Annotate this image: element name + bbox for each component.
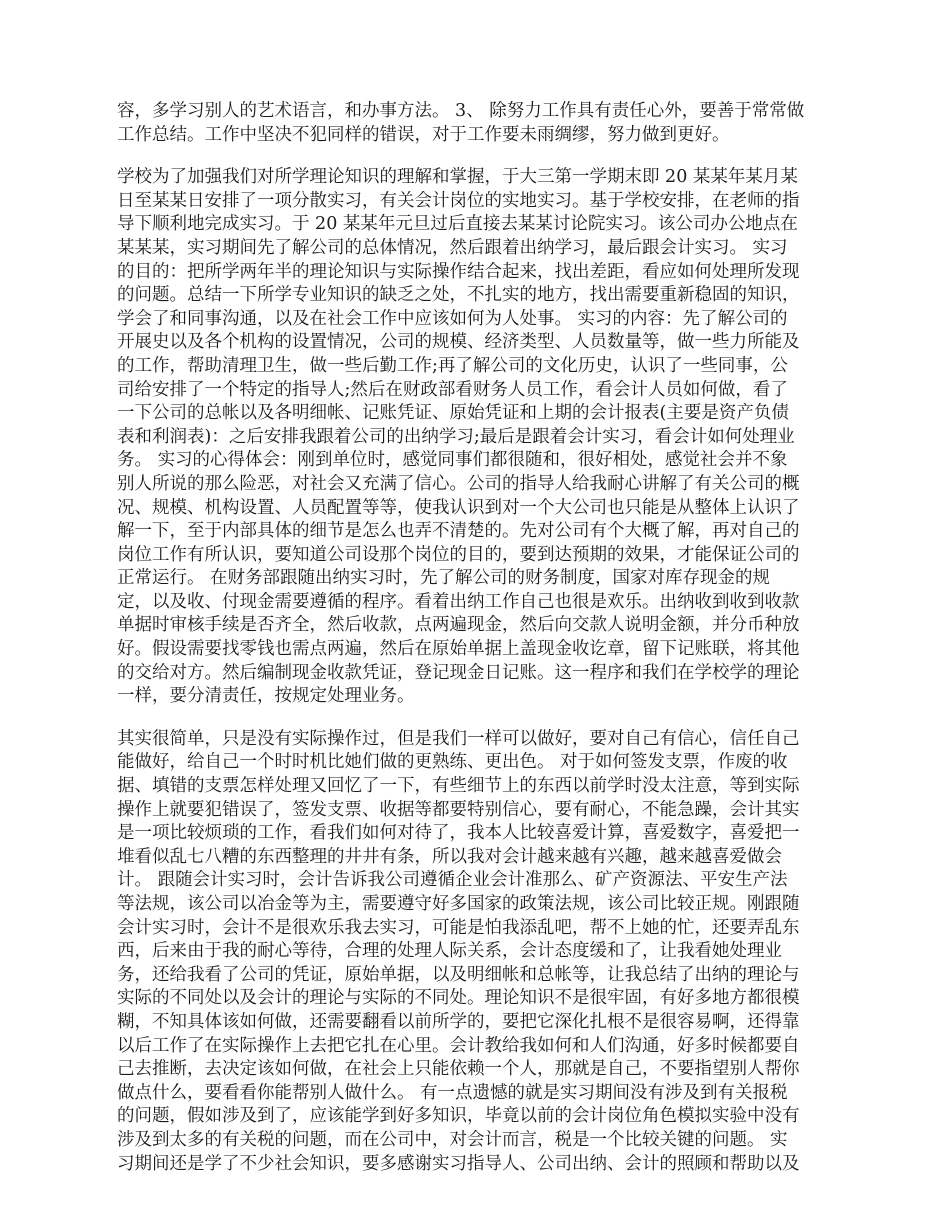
- paragraph-3: [117, 728, 833, 1176]
- text-line: 正常运行。 在财务部跟随出纳实习时，先了解公司的财务制度，国家对库存现金的规: [117, 568, 771, 589]
- text-line: 能做好，给自己一个时时机比她们做的更熟练、更出色。 对于如何签发支票，作废的收: [117, 752, 788, 773]
- text-line: 的目的：把所学两年半的理论知识与实际操作结合起来，找出差距，看应如何处理所发现: [117, 261, 800, 282]
- text-line: 以后工作了在实际操作上去把它扎在心里。会计教给我如何和人们沟通，好多时候都要自: [117, 1035, 800, 1056]
- text-line: 糊，不知具体该如何做，还需要翻看以前所学的，要把它深化扎根不是很容易啊，还得靠: [117, 1011, 800, 1032]
- text-line: 的工作，帮助清理卫生，做一些后勤工作;再了解公司的文化历史，认识了一些同事，公: [117, 355, 788, 376]
- text-line: 好。假设需要找零钱也需点两遍，然后在原始单据上盖现金收讫章，留下记账联，将其他: [117, 639, 800, 660]
- text-line: 学校为了加强我们对所学理论知识的理解和掌握，于大三第一学期末即 20 某某年某月某: [117, 167, 798, 188]
- text-line: 解一下，至于内部具体的细节是怎么也弄不清楚的。先对公司有个大概了解，再对自己的: [117, 521, 800, 542]
- text-line: 导下顺利地完成实习。于 20 某某年元旦过后直接去某某讨论院实习。该公司办公地点在: [117, 214, 798, 235]
- text-line: 实际的不同处以及会计的理论与实际的不同处。理论知识不是很牢固，有好多地方都很模: [117, 988, 800, 1009]
- text-line: 西，后来由于我的耐心等待，合理的处理人际关系，会计态度缓和了，让我看她处理业: [117, 941, 782, 962]
- paragraph-2: [117, 166, 833, 709]
- text-line: 岗位工作有所认识，要知道公司设那个岗位的目的，要到达预期的效果，才能保证公司的: [117, 544, 800, 565]
- text-line: 等法规，该公司以冶金等为主，需要遵守好多国家的政策法规，该公司比较正规。刚跟随: [117, 894, 800, 914]
- text-line: 开展史以及各个机构的设置情况，公司的规模、经济类型、人员数量等，做一些力所能及: [117, 332, 800, 353]
- text-line: 工作总结。工作中坚决不犯同样的错误，对于工作要未雨绸缪，努力做到更好。: [117, 124, 730, 145]
- text-line: 会计实习时，会计不是很欢乐我去实习，可能是怕我添乱吧，帮不上她的忙，还要弄乱东: [117, 917, 800, 938]
- text-line: 的问题。总结一下所学专业知识的缺乏之处，不扎实的地方，找出需要重新稳固的知识，: [117, 285, 800, 306]
- text-line: 表和利润表)：之后安排我跟着公司的出纳学习;最后是跟着会计实习，看会计如何处理业: [117, 426, 795, 447]
- text-line: 计。 跟随会计实习时，会计告诉我公司遵循企业会计准那么、矿产资源法、平安生产法: [117, 870, 788, 891]
- text-line: 习期间还是学了不少社会知识，要多感谢实习指导人、公司出纳、会计的照顾和帮助以及: [117, 1153, 800, 1174]
- paragraph-1: [117, 100, 833, 147]
- text-line: 堆看似乱七八糟的东西整理的井井有条，所以我对会计越来越有兴趣，越来越喜爱做会: [117, 846, 782, 867]
- text-line: 学会了和同事沟通，以及在社会工作中应该如何为人处事。 实习的内容：先了解公司的: [117, 308, 788, 329]
- text-line: 务，还给我看了公司的凭证，原始单据，以及明细帐和总帐等，让我总结了出纳的理论与: [117, 964, 800, 985]
- text-line: 务。 实习的心得体会：刚到单位时，感觉同事们都很随和，很好相处，感觉社会并不象: [117, 450, 788, 471]
- text-line: 一下公司的总帐以及各明细帐、记账凭证、原始凭证和上期的会计报表(主要是资产负债: [117, 403, 789, 424]
- text-line: 的交给对方。然后编制现金收款凭证，登记现金日记账。这一程序和我们在学校学的理论: [117, 662, 800, 683]
- text-line: 是一项比较烦琐的工作，看我们如何对待了，我本人比较喜爱计算，喜爱数字，喜爱把一: [117, 823, 800, 844]
- text-line: 别人所说的那么险恶，对社会又充满了信心。公司的指导人给我耐心讲解了有关公司的概: [117, 473, 800, 494]
- text-line: 一样，要分清责任，按规定处理业务。: [117, 686, 415, 707]
- text-line: 某某某，实习期间先了解公司的总体情况，然后跟着出纳学习，最后跟会计实习。 实习: [117, 237, 788, 258]
- text-line: 的问题，假如涉及到了，应该能学到好多知识，毕竟以前的会计岗位角色模拟实验中没有: [117, 1106, 800, 1127]
- text-line: 日至某某日安排了一项分散实习，有关会计岗位的实地实习。基于学校安排，在老师的指: [117, 190, 800, 211]
- text-line: 况、规模、机构设置、人员配置等等，使我认识到对一个大公司也只能是从整体上认识了: [117, 497, 800, 518]
- document-page: [117, 100, 833, 1176]
- text-line: 定，以及收、付现金需要遵循的程序。看着出纳工作自己也很是欢乐。出纳收到收到收款: [117, 591, 800, 612]
- text-line: 其实很简单，只是没有实际操作过，但是我们一样可以做好，要对自己有信心，信任自己: [117, 728, 800, 749]
- text-line: 做点什么，要看看你能帮别人做什么。 有一点遗憾的就是实习期间没有涉及到有关报税: [117, 1082, 788, 1103]
- text-line: 容，多学习别人的艺术语言，和办事方法。 3、 除努力工作具有责任心外，要善于常常做: [117, 101, 805, 121]
- text-line: 操作上就要犯错误了，签发支票、收据等都要特别信心，要有耐心，不能急躁，会计其实: [117, 799, 800, 820]
- text-line: 司给安排了一个特定的指导人;然后在财政部看财务人员工作，看会计人员如何做，看了: [117, 379, 788, 400]
- text-line: 单据时审核手续是否齐全，然后收款，点两遍现金，然后向交款人说明金额，并分币种放: [117, 615, 800, 636]
- text-line: 据、填错的支票怎样处理又回忆了一下，有些细节上的东西以前学时没太注意，等到实际: [117, 776, 800, 797]
- text-line: 己去推断，去决定该如何做，在社会上只能依赖一个人，那就是自己，不要指望别人帮你: [117, 1059, 800, 1080]
- text-line: 涉及到太多的有关税的问题，而在公司中，对会计而言，税是一个比较关键的问题。 实: [117, 1129, 788, 1150]
